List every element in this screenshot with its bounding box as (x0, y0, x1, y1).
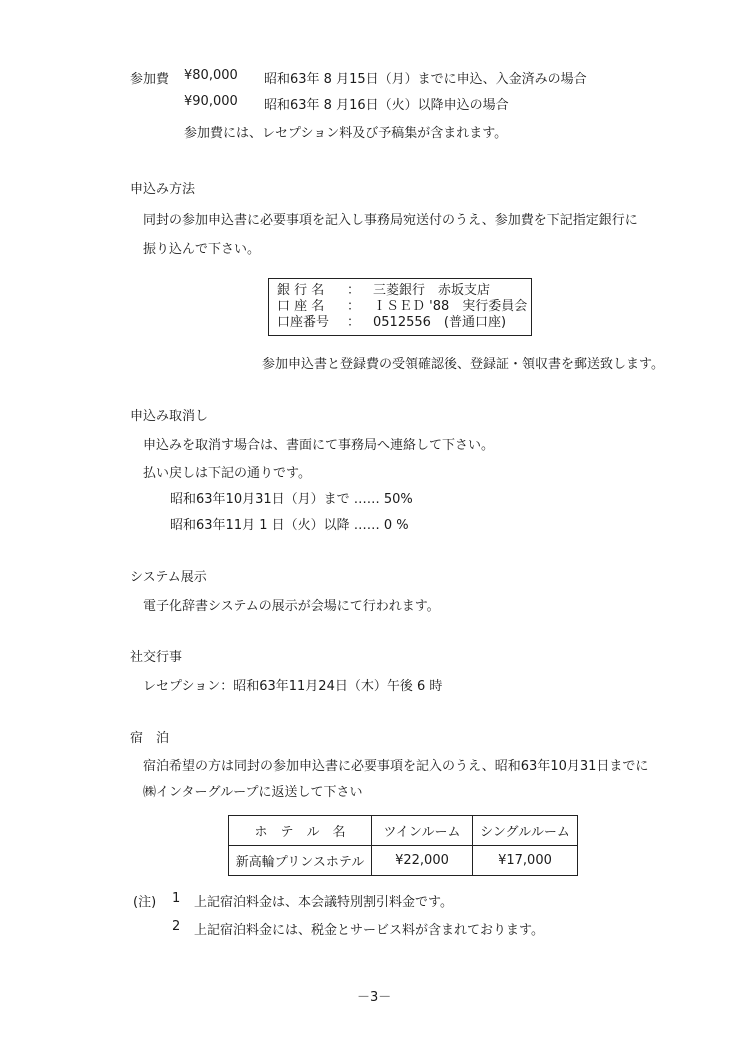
application-heading: 申込み方法 (130, 182, 196, 197)
refund-line1: 昭和63年10月31日（月）まで …… 50% (170, 492, 413, 507)
note-num: 2 (172, 919, 181, 934)
cancel-heading: 申込み取消し (130, 409, 209, 424)
hotel-table (228, 815, 578, 876)
social-heading: 社交行事 (130, 650, 183, 665)
bank-info-box (268, 278, 532, 336)
social-line1: レセプション：昭和63年11月24日（木）午後 6 時 (143, 679, 443, 694)
application-line1: 同封の参加申込書に必要事項を記入し事務局宛送付のうえ、参加費を下記指定銀行に (143, 213, 638, 228)
refund-line2: 昭和63年11月 1 日（火）以降 …… 0 % (170, 518, 409, 533)
bank-value: 0512556 (普通口座) (373, 315, 507, 330)
table-cell-hotel: 新高輪プリンスホテル (229, 846, 372, 876)
fee-early-amount: ¥80,000 (184, 68, 238, 83)
fee-note: 参加費には、レセプション料及び予稿集が含まれます。 (184, 126, 508, 141)
table-header-row (229, 816, 578, 846)
application-line2: 振り込んで下さい。 (143, 242, 261, 257)
note-text: 上記宿泊料金は、本会議特別割引料金です。 (194, 895, 453, 910)
note-num: 1 (172, 891, 181, 906)
bank-label: 銀 行 名 (277, 283, 325, 298)
note-text: 上記宿泊料金には、税金とサービス料が含まれております。 (194, 923, 544, 938)
bank-value: 三菱銀行 赤坂支店 (373, 283, 491, 298)
receipt-note: 参加申込書と登録費の受領確認後、登録証・領収書を郵送致します。 (262, 357, 664, 372)
note-label: (注) (133, 895, 157, 910)
cancel-line1: 申込みを取消す場合は、書面にて事務局へ連絡して下さい。 (143, 438, 495, 453)
lodging-heading: 宿 泊 (130, 731, 170, 746)
bank-label: 口 座 名 (277, 299, 325, 314)
table-cell-single: ¥17,000 (473, 846, 578, 876)
system-line1: 電子化辞書システムの展示が会場にて行われます。 (143, 599, 440, 614)
cancel-line2: 払い戻しは下記の通りです。 (143, 466, 311, 481)
table-header-cell: ツインルーム (372, 816, 473, 846)
fee-label: 参加費 (130, 72, 170, 87)
fee-late-amount: ¥90,000 (184, 94, 238, 109)
system-heading: システム展示 (130, 570, 207, 585)
bank-colon: ： (347, 299, 361, 314)
bank-colon: ： (347, 315, 361, 330)
page-number: －3－ (357, 990, 392, 1005)
table-header-cell: ホ テ ル 名 (229, 816, 372, 846)
bank-value: ＩＳＥＤ '88 実行委員会 (373, 299, 528, 314)
table-header-cell: シングルルーム (473, 816, 578, 846)
table-row (229, 846, 578, 876)
lodging-line1: 宿泊希望の方は同封の参加申込書に必要事項を記入のうえ、昭和63年10月31日までに (143, 759, 649, 774)
bank-colon: ： (347, 283, 361, 298)
table-cell-twin: ¥22,000 (372, 846, 473, 876)
fee-early-desc: 昭和63年 8 月15日（月）までに申込、入金済みの場合 (264, 72, 587, 87)
bank-label: 口座番号 (277, 315, 330, 330)
lodging-line2: ㈱インターグループに返送して下さい (143, 785, 363, 800)
fee-late-desc: 昭和63年 8 月16日（火）以降申込の場合 (264, 98, 509, 113)
